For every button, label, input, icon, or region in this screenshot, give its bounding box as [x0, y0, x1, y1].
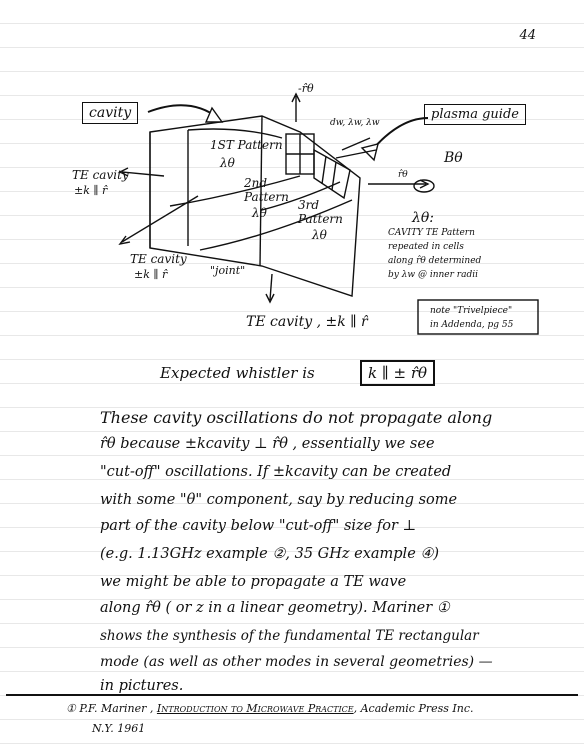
pattern-3-lambda: λθ [312, 228, 327, 242]
cavity-label-box: cavity [82, 102, 138, 124]
body-line-5: part of the cavity below "cut-off" size for ⊥ [100, 518, 417, 534]
joint-label: "joint" [210, 264, 246, 277]
footnote-title: Introduction to Microwave Practice [156, 702, 354, 715]
waveguide-dims-label: dw, λw, λw [330, 118, 380, 128]
footnote-place: N.Y. 1961 [92, 722, 146, 735]
body-line-8: along r̂θ ( or z in a linear geometry). Mariner ① [100, 600, 450, 616]
r-theta-small-label: r̂θ [398, 170, 408, 180]
te-cavity-left-top: TE cavity [72, 168, 129, 182]
te-cavity-left-bottom: TE cavity [130, 252, 187, 266]
footnote-author: P.F. Mariner , [79, 702, 154, 715]
te-cavity-left-bottom-k: ±k ∥ r̂ [134, 268, 168, 281]
b-theta-label: Bθ [444, 150, 463, 166]
te-cavity-bottom: TE cavity , ±k ∥ r̂ [246, 314, 368, 330]
body-line-3: "cut-off" oscillations. If ±kcavity can be created [100, 464, 452, 480]
body-line-9: shows the synthesis of the fundamental TE rectangular [100, 628, 479, 644]
body-line-10: mode (as well as other modes in several geometries) — [100, 654, 493, 670]
pattern-1-label: 1ST Pattern [210, 138, 283, 152]
body-line-1: These cavity oscillations do not propagate along [100, 408, 493, 427]
lambda-note-line-4: by λw @ inner radii [388, 270, 478, 280]
pattern-2-lambda: λθ [252, 206, 267, 220]
trivelpiece-note-2: in Addenda, pg 55 [430, 320, 514, 330]
pattern-3-label: 3rd Pattern [298, 198, 343, 226]
lambda-note-line-3: along r̂θ determined [388, 256, 482, 266]
te-cavity-left-top-k: ±k ∥ r̂ [74, 184, 108, 197]
pattern-2-label: 2nd Pattern [244, 176, 289, 204]
footnote-marker: ① [66, 702, 76, 715]
footnote-divider [6, 694, 578, 696]
page-number: 44 [519, 28, 536, 43]
body-line-7: we might be able to propagate a TE wave [100, 574, 407, 590]
footnote-publisher: , Academic Press Inc. [353, 702, 474, 715]
expected-whistler-text: Expected whistler is [160, 364, 315, 382]
lambda-note-line-1: CAVITY TE Pattern [388, 228, 475, 238]
lambda-note-title: λθ: [412, 210, 435, 226]
expected-whistler-box: k ∥ ± r̂θ [360, 360, 435, 386]
body-line-4: with some "θ" component, say by reducing some [100, 492, 458, 508]
theta-hat-label: -r̂θ [298, 82, 314, 95]
footnote-line-1 [66, 702, 473, 715]
body-line-2: r̂θ because ±kcavity ⊥ r̂θ , essentially we see [100, 436, 435, 452]
trivelpiece-note-1: note "Trivelpiece" [430, 306, 513, 316]
plasma-guide-label-box: plasma guide [424, 104, 526, 125]
lambda-note-line-2: repeated in cells [388, 242, 464, 252]
body-line-11: in pictures. [100, 678, 184, 694]
body-line-6: (e.g. 1.13GHz example ②, 35 GHz example ④) [100, 546, 440, 562]
pattern-1-lambda: λθ [220, 156, 235, 170]
